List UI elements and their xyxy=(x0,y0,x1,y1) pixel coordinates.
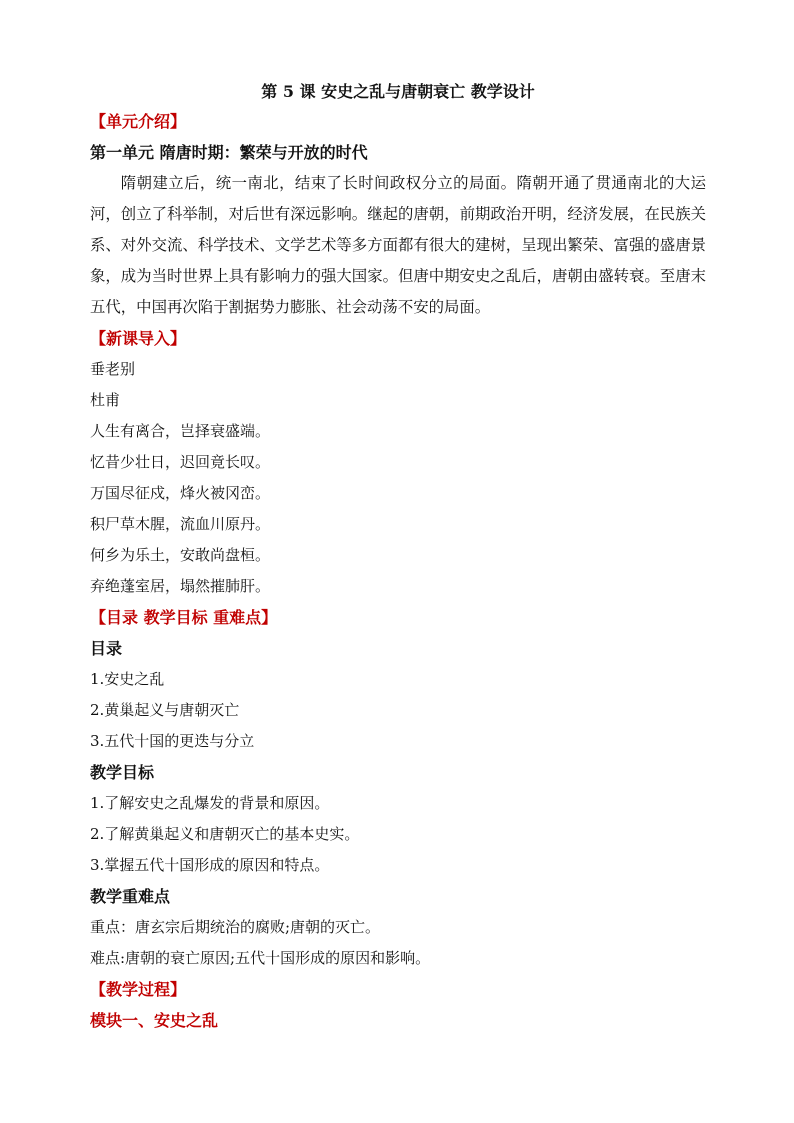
keypoint-item: 难点:唐朝的衰亡原因;五代十国形成的原因和影响。 xyxy=(90,949,431,967)
process-label: 【教学过程】 xyxy=(90,980,187,999)
unit-intro-label: 【单元介绍】 xyxy=(90,112,187,131)
poem-author: 杜甫 xyxy=(90,391,121,409)
objective-item: 3.掌握五代十国形成的原因和特点。 xyxy=(90,856,330,874)
document-content xyxy=(90,78,706,1036)
module-heading: 模块一、安史之乱 xyxy=(90,1011,219,1030)
document-title: 第 5 课 安史之乱与唐朝衰亡 教学设计 xyxy=(261,82,535,101)
toc-item: 1.安史之乱 xyxy=(90,670,165,688)
unit-intro-paragraph: 隋朝建立后，统一南北，结束了长时间政权分立的局面。隋朝开通了贯通南北的大运河，创立了科举制，对后世有深远影响。继起的唐朝，前期政治开明，经济发展，在民族关系、对外交流、科学技术、文学艺术等多方面都有很大的建树，呈现出繁荣、富强的盛唐景象，成为当时世界上具有影响力的强大国家。但唐中期安史之乱后，唐朝由盛转衰。至唐末五代，中国再次陷于割据势力膨胀、社会动荡不安的局面。 xyxy=(90,174,706,316)
objective-item: 1.了解安史之乱爆发的背景和原因。 xyxy=(90,794,330,812)
poem-line: 人生有离合，岂择衰盛端。 xyxy=(90,422,271,440)
goals-label: 【目录 教学目标 重难点】 xyxy=(90,608,278,627)
toc-heading: 目录 xyxy=(90,639,123,658)
poem-line: 何乡为乐土，安敢尚盘桓。 xyxy=(90,546,271,564)
new-lesson-label: 【新课导入】 xyxy=(90,329,187,348)
toc-item: 3.五代十国的更迭与分立 xyxy=(90,732,255,750)
toc-item: 2.黄巢起义与唐朝灭亡 xyxy=(90,701,240,719)
keypoint-item: 重点：唐玄宗后期统治的腐败;唐朝的灭亡。 xyxy=(90,918,381,936)
unit-heading: 第一单元 隋唐时期：繁荣与开放的时代 xyxy=(90,143,368,162)
keypoints-heading: 教学重难点 xyxy=(90,887,171,906)
poem-line: 万国尽征戍，烽火被冈峦。 xyxy=(90,484,271,502)
poem-title: 垂老别 xyxy=(90,360,136,378)
poem-line: 忆昔少壮日，迟回竟长叹。 xyxy=(90,453,271,471)
objectives-heading: 教学目标 xyxy=(90,763,155,782)
objective-item: 2.了解黄巢起义和唐朝灭亡的基本史实。 xyxy=(90,825,360,843)
poem-line: 弃绝蓬室居，塌然摧肺肝。 xyxy=(90,577,271,595)
poem-line: 积尸草木腥，流血川原丹。 xyxy=(90,515,271,533)
